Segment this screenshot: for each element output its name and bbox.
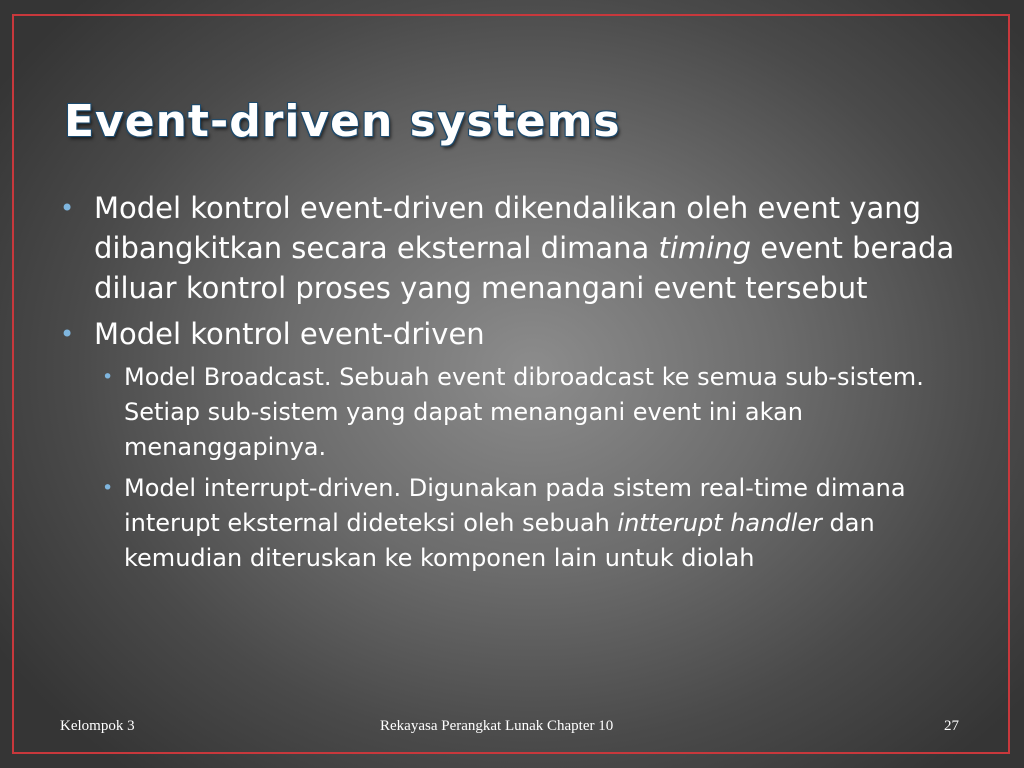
footer-course-title: Rekayasa Perangkat Lunak Chapter 10 — [380, 718, 614, 734]
slide-title: Event-driven systems — [64, 96, 621, 147]
bullet-item-event-driven-definition — [60, 188, 970, 308]
subbullet-text-segment: Model interrupt-driven. Digunakan pada sistem real-time dimana interupt eksternal dideteksi oleh sebuah — [124, 474, 906, 537]
footer-page-number: 27 — [944, 718, 959, 734]
subbullet-text-segment: dan kemudian diteruskan ke komponen lain untuk diolah — [124, 509, 875, 572]
bullet-text-segment: Model kontrol event-driven dikendalikan oleh event yang dibangkitkan secara eksternal dimana — [94, 191, 922, 265]
subbullet-dot-icon: • — [102, 477, 114, 499]
footer-group-name: Kelompok 3 — [60, 718, 135, 734]
bullet-text-italic-timing: timing — [658, 231, 752, 265]
subbullet-item-interrupt-driven-model — [60, 471, 970, 576]
subbullet-dot-icon: • — [102, 366, 114, 388]
slide-content — [60, 188, 970, 582]
bullet-dot-icon: • — [60, 194, 75, 222]
bullet-text-segment: event berada diluar kontrol proses yang menangani event tersebut — [94, 231, 955, 305]
bullet-dot-icon: • — [60, 320, 75, 348]
subbullet-item-broadcast-model — [60, 360, 970, 465]
subbullet-text-italic-handler: intterupt handler — [617, 509, 822, 537]
bullet-item-event-driven-models — [60, 314, 970, 354]
bullet-text-segment: Model kontrol event-driven — [94, 317, 485, 351]
subbullet-text-segment: Model Broadcast. Sebuah event dibroadcast ke semua sub-sistem. Setiap sub-sistem yang dapat menangani event ini akan menanggapinya. — [124, 363, 924, 461]
